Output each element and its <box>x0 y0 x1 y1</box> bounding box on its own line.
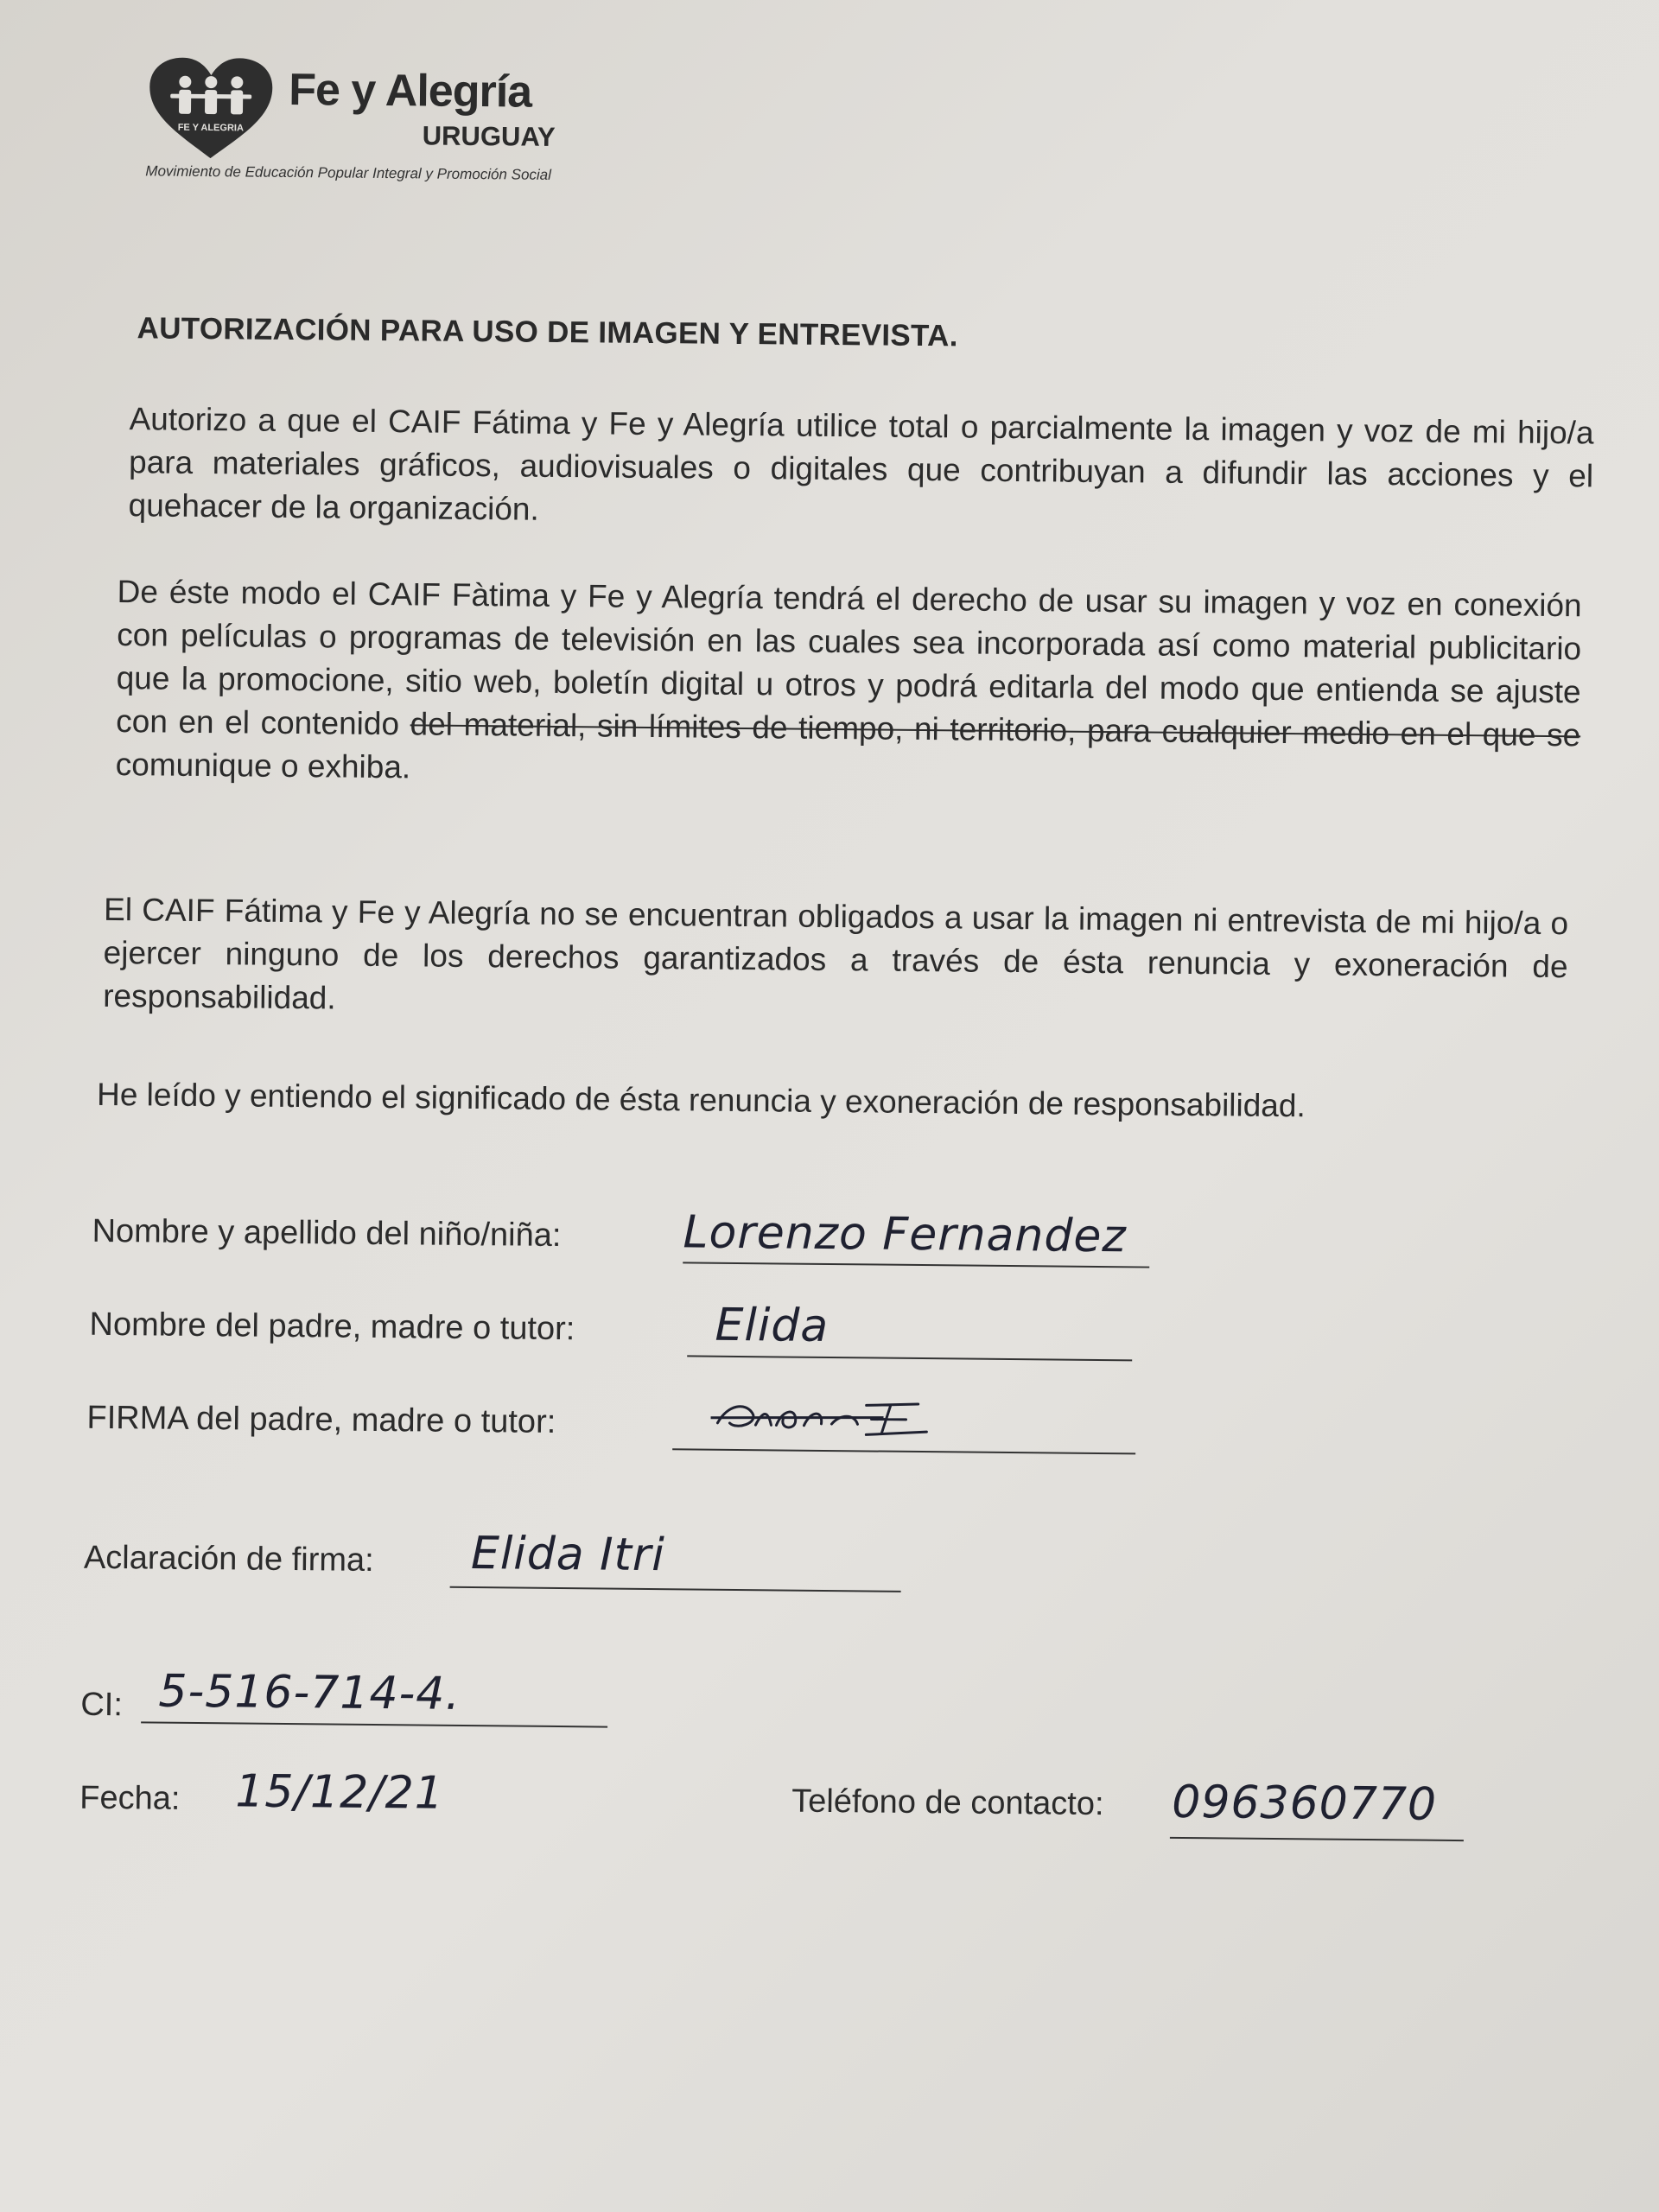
child-name-value[interactable]: Lorenzo Fernandez <box>683 1206 1127 1263</box>
clarification-line <box>450 1586 901 1592</box>
signature-label: FIRMA del padre, madre o tutor: <box>86 1399 556 1440</box>
parent-name-label: Nombre del padre, madre o tutor: <box>89 1306 575 1348</box>
ci-line <box>141 1721 607 1727</box>
signature-field[interactable] <box>710 1392 953 1451</box>
brand-name: Fe y Alegría <box>288 64 532 118</box>
clarification-value[interactable]: Elida Itri <box>470 1528 665 1582</box>
paragraph-rights-text: De éste modo el CAIF Fàtima y Fe y Alegría tendrá el derecho de usar su imagen y voz en conexión con películas o programas de televisión en las cuales sea incorporada así como material publicitario que la promocione, sitio web, boletín digital u otros y podrá editarla del modo que entienda se ajuste con en el contenido <box>116 574 1582 742</box>
child-name-label: Nombre y apellido del niño/niña: <box>92 1212 562 1255</box>
handwritten-signature-icon <box>710 1392 953 1446</box>
date-value[interactable]: 15/12/21 <box>235 1765 445 1820</box>
paragraph-rights <box>116 570 1582 800</box>
date-label: Fecha: <box>79 1779 181 1817</box>
paragraph-no-obligation: El CAIF Fátima y Fe y Alegría no se encuentran obligados a usar la imagen ni entrevista de mi hijo/a o ejercer ninguno de los derechos garantizados a través de ésta renuncia y exoneración de responsabilidad. <box>102 891 1569 1016</box>
brand-country: URUGUAY <box>422 120 556 152</box>
phone-label: Teléfono de contacto: <box>791 1783 1104 1823</box>
child-name-line <box>683 1262 1149 1268</box>
fe-y-alegria-logo <box>145 55 613 198</box>
ci-value[interactable]: 5-516-714-4. <box>158 1665 461 1720</box>
parent-name-line <box>687 1355 1132 1361</box>
ci-label: CI: <box>80 1686 124 1724</box>
phone-value[interactable]: 096360770 <box>1171 1776 1438 1831</box>
parent-name-value[interactable]: Elida <box>715 1299 830 1353</box>
paragraph-rights-end: comunique o exhiba. <box>115 747 411 785</box>
heart-children-icon <box>145 55 276 160</box>
document-title: AUTORIZACIÓN PARA USO DE IMAGEN Y ENTREVISTA. <box>137 311 958 353</box>
brand-tagline: Movimiento de Educación Popular Integral y Promoción Social <box>145 162 552 183</box>
paragraph-acknowledgement: He leído y entiendo el significado de ésta renuncia y exoneración de responsabilidad. <box>96 1076 1306 1124</box>
paragraph-rights-struck-text: del material, sin límites de tiempo, ni territorio, para cualquier medio en el que se <box>410 706 1581 753</box>
paragraph-authorization: Autorizo a que el CAIF Fátima y Fe y Alegría utilice total o parcialmente la imagen y voz de mi hijo/a para materiales gráficos, audiovisuales o digitales que contribuyan a difundir las acciones y el quehacer de la organización. <box>128 401 1594 527</box>
svg-text:FE Y ALEGRIA: FE Y ALEGRIA <box>177 122 244 134</box>
clarification-label: Aclaración de firma: <box>83 1539 374 1579</box>
phone-line <box>1170 1837 1464 1841</box>
